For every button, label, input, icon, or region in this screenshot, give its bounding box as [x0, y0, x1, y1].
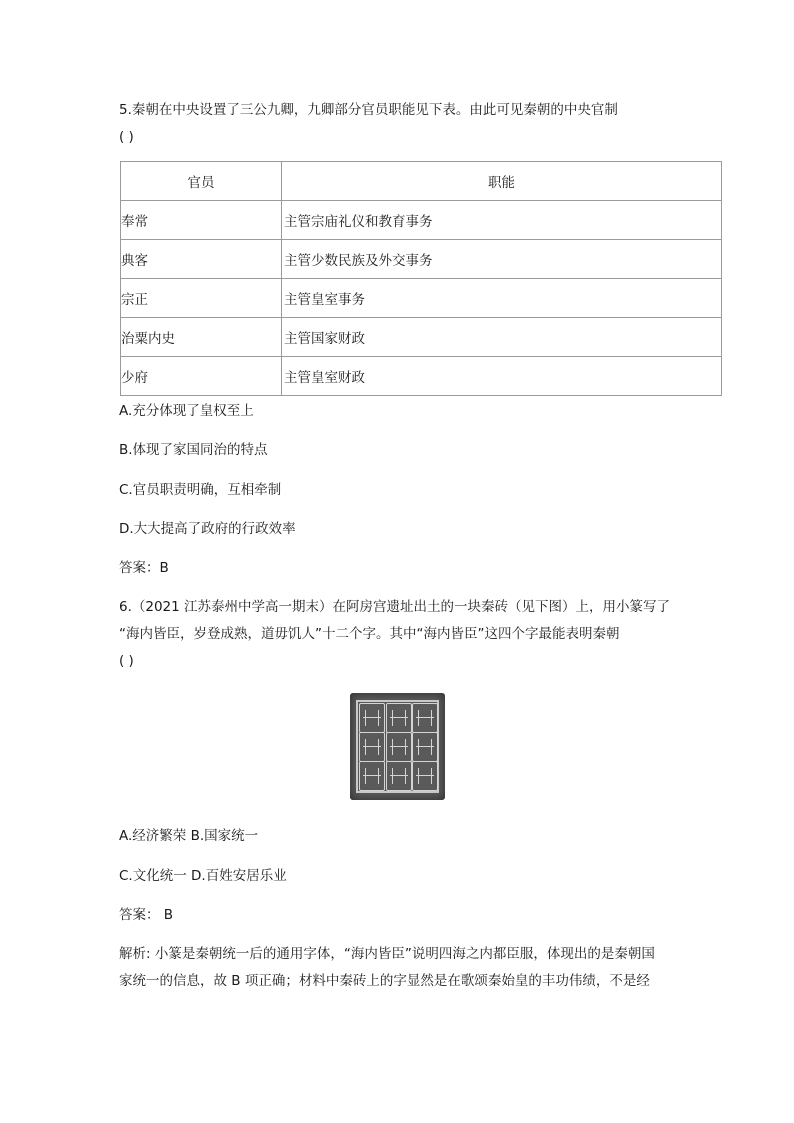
table-row [121, 279, 722, 318]
question-5-option-b: B.体现了家国同治的特点 [119, 442, 268, 458]
table-cell-function: 主管国家财政 [282, 318, 722, 357]
table-row [121, 201, 722, 240]
table-row [121, 240, 722, 279]
table-header-official: 官员 [121, 162, 282, 201]
question-6-options-line-2: C.文化统一 D.百姓安居乐业 [119, 868, 287, 884]
qin-brick-image [350, 693, 445, 800]
table-cell-function: 主管皇室事务 [282, 279, 722, 318]
brick-seal-border [356, 700, 439, 793]
question-6-stem-line-2: “海内皆臣，岁登成熟，道毋饥人”十二个字。其中“海内皆臣”这四个字最能表明秦朝 [119, 626, 620, 642]
seal-glyph [386, 703, 412, 733]
table-header-function: 职能 [282, 162, 722, 201]
seal-glyph [359, 732, 385, 762]
table-cell-official: 宗正 [121, 279, 282, 318]
seal-glyph [359, 761, 385, 791]
question-5-stem: 5.秦朝在中央设置了三公九卿，九卿部分官员职能见下表。由此可见秦朝的中央官制 [119, 102, 618, 118]
table-cell-official: 奉常 [121, 201, 282, 240]
table-cell-official: 少府 [121, 357, 282, 396]
table-cell-function: 主管皇室财政 [282, 357, 722, 396]
question-6-answer: 答案： B [119, 907, 174, 923]
question-6-analysis-line-2: 家统一的信息，故 B 项正确；材料中秦砖上的字显然是在歌颂秦始皇的丰功伟绩，不是经 [119, 973, 650, 989]
table-cell-function: 主管宗庙礼仪和教育事务 [282, 201, 722, 240]
question-5-answer-blank: ( ) [119, 129, 134, 145]
seal-glyph [359, 703, 385, 733]
question-6-stem-line-1: 6.（2021 江苏泰州中学高一期末）在阿房宫遗址出土的一块秦砖（见下图）上，用小篆写了 [119, 599, 671, 615]
table-cell-function: 主管少数民族及外交事务 [282, 240, 722, 279]
seal-glyph [412, 703, 438, 733]
question-6-answer-blank: ( ) [119, 653, 134, 669]
table-row [121, 357, 722, 396]
table-cell-official: 治粟内史 [121, 318, 282, 357]
question-5-answer: 答案：B [119, 560, 169, 576]
question-5-option-a: A.充分体现了皇权至上 [119, 403, 254, 419]
question-6-options-line-1: A.经济繁荣 B.国家统一 [119, 828, 259, 844]
seal-glyph [386, 761, 412, 791]
seal-glyph [412, 732, 438, 762]
table-header-row [121, 162, 722, 201]
officials-table [120, 161, 722, 396]
table-cell-official: 典客 [121, 240, 282, 279]
question-5-option-c: C.官员职责明确，互相牵制 [119, 482, 282, 498]
table-row [121, 318, 722, 357]
seal-glyph [412, 761, 438, 791]
seal-glyph [386, 732, 412, 762]
question-5-option-d: D.大大提高了政府的行政效率 [119, 521, 296, 537]
question-6-analysis-line-1: 解析: 小篆是秦朝统一后的通用字体，“海内皆臣”说明四海之内都臣服，体现出的是秦朝国 [119, 946, 655, 962]
